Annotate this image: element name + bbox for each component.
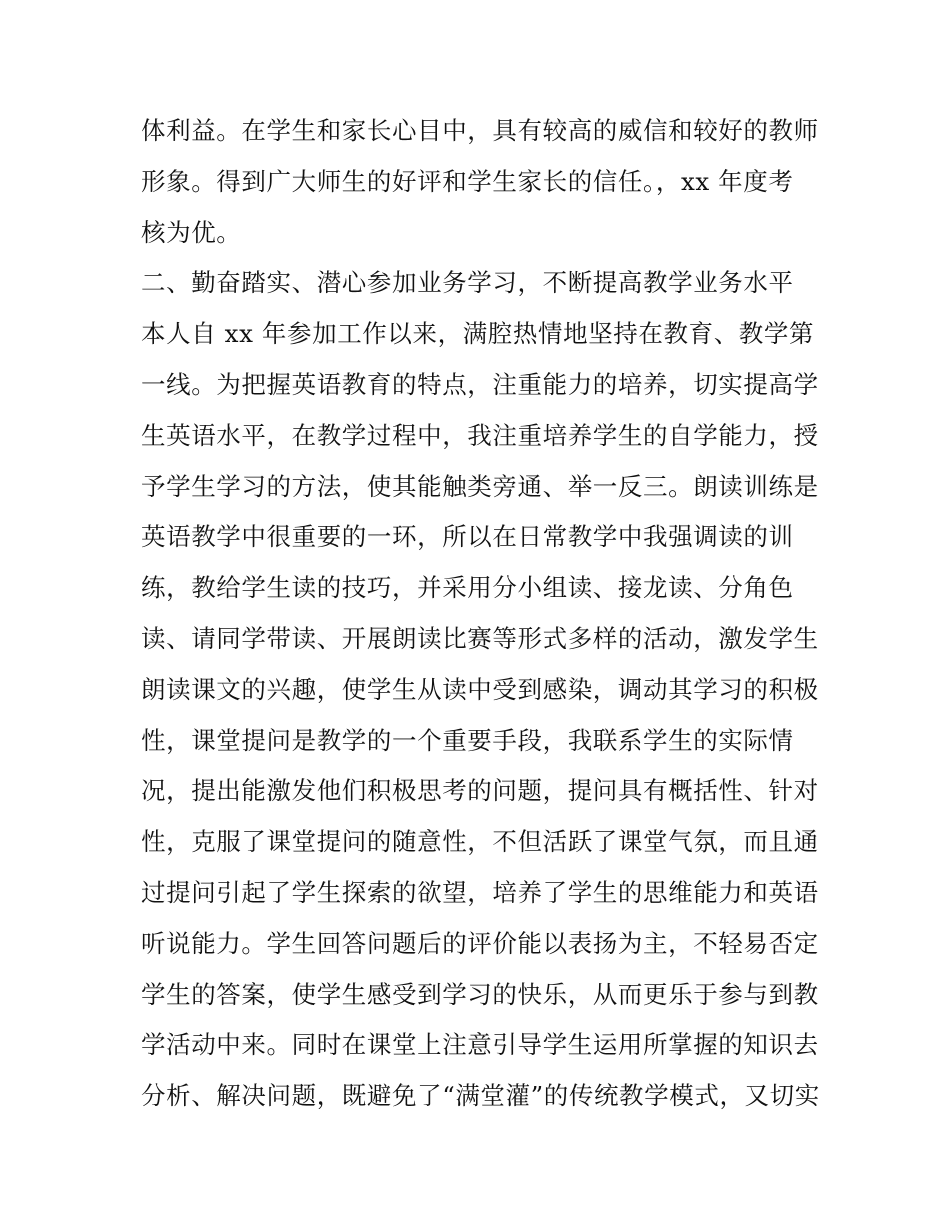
text-line: 生英语水平，在教学过程中，我注重培养学生的自学能力，授 [141, 420, 819, 450]
text-line: 况，提出能激发他们积极思考的问题，提问具有概括性、针对 [141, 776, 819, 806]
text-line: 学活动中来。同时在课堂上注意引导学生运用所掌握的知识去 [141, 1030, 819, 1060]
text-line: 予学生学习的方法，使其能触类旁通、举一反三。朗读训练是 [141, 471, 819, 501]
section-heading: 二、勤奋踏实、潜心参加业务学习，不断提高教学业务水平 [141, 268, 794, 298]
text-line: 一线。为把握英语教育的特点，注重能力的培养，切实提高学 [141, 369, 819, 399]
text-line: 读、请同学带读、开展朗读比赛等形式多样的活动，激发学生 [141, 623, 819, 653]
text-line: 体利益。在学生和家长心目中，具有较高的威信和较好的教师 [141, 116, 819, 145]
text-line: 英语教学中很重要的一环，所以在日常教学中我强调读的训 [141, 522, 794, 552]
document-body [141, 106, 821, 1122]
text-line: 形象。得到广大师生的好评和学生家长的信任。，xx 年度考 [141, 166, 794, 196]
text-line: 听说能力。学生回答问题后的评价能以表扬为主，不轻易否定 [141, 928, 819, 958]
text-line: 性，克服了课堂提问的随意性，不但活跃了课堂气氛，而且通 [141, 827, 819, 857]
text-line: 过提问引起了学生探索的欲望，培养了学生的思维能力和英语 [141, 877, 819, 907]
text-line: 分析、解决问题，既避免了“满堂灌”的传统教学模式，又切实 [141, 1081, 820, 1111]
text-line: 性，课堂提问是教学的一个重要手段，我联系学生的实际情 [141, 725, 794, 755]
text-line: 学生的答案，使学生感受到学习的快乐，从而更乐于参与到教 [141, 979, 819, 1009]
text-line: 练，教给学生读的技巧，并采用分小组读、接龙读、分角色 [141, 573, 794, 603]
text-line: 本人自 xx 年参加工作以来，满腔热情地坚持在教育、教学第 [141, 319, 815, 349]
text-line: 核为优。 [141, 217, 242, 247]
text-line: 朗读课文的兴趣，使学生从读中受到感染，调动其学习的积极 [141, 674, 819, 704]
